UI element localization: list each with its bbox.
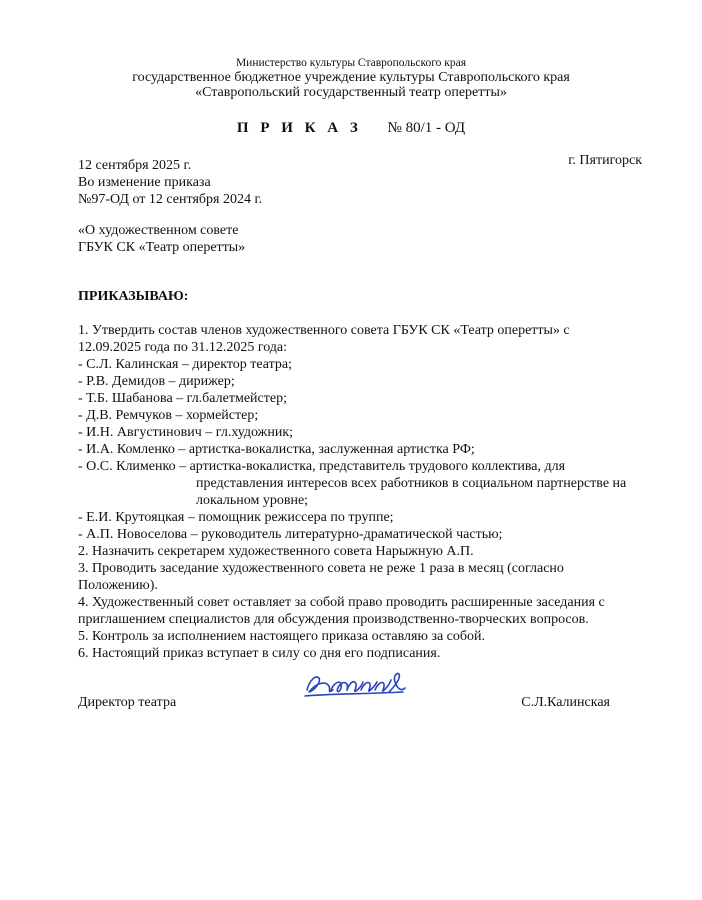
order-word: П Р И К А З [236,120,362,136]
body-line: локальном уровне; [196,493,309,508]
amend-line-1: Во изменение приказа [78,175,211,190]
body-line: приглашением специалистов для обсуждения производственно-творческих вопросов. [78,612,589,627]
order-date: 12 сентября 2025 г. [78,158,192,173]
order-city: г. Пятигорск [568,153,642,168]
amend-line-2: №97-ОД от 12 сентября 2024 г. [78,192,263,207]
body-line: 3. Проводить заседание художественного совета не реже 1 раза в месяц (согласно [78,561,564,576]
decree-heading: ПРИКАЗЫВАЮ: [78,289,189,304]
body-line: - О.С. Клименко – артистка-вокалистка, представитель трудового коллектива, для [78,459,566,474]
signature-image [303,668,408,702]
body-line: 1. Утвердить состав членов художественного совета ГБУК СК «Театр оперетты» с [78,323,570,338]
body-line: - А.П. Новоселова – руководитель литературно-драматической частью; [78,527,503,542]
subject-line-2: ГБУК СК «Театр оперетты» [78,240,246,255]
body-line: Положению). [78,578,158,593]
signatory-name: С.Л.Калинская [521,695,610,710]
body-line: 12.09.2025 года по 31.12.2025 года: [78,340,288,355]
subject-line-1: «О художественном совете [78,223,239,238]
order-title [0,120,702,137]
body-line: - Д.В. Ремчуков – хормейстер; [78,408,259,423]
body-line: 4. Художественный совет оставляет за собой право проводить расширенные заседания с [78,595,605,610]
body-line: - И.Н. Августинович – гл.художник; [78,425,294,440]
body-line: - Е.И. Крутояцкая – помощник режиссера по труппе; [78,510,394,525]
body-line: 6. Настоящий приказ вступает в силу со дня его подписания. [78,646,441,661]
signatory-position: Директор театра [78,695,177,710]
handwritten-signature [303,668,408,702]
ministry-line: Министерство культуры Ставропольского края [235,57,467,69]
body-line: представления интересов всех работников в социальном партнерстве на [196,476,627,491]
body-line: - И.А. Комленко – артистка-вокалистка, заслуженная артистка РФ; [78,442,475,457]
order-number: № 80/1 - ОД [387,120,466,136]
body-line: 2. Назначить секретарем художественного совета Нарыжную А.П. [78,544,474,559]
body-line: - Р.В. Демидов – дирижер; [78,374,235,389]
theatre-line: «Ставропольский государственный театр оперетты» [195,85,507,100]
organization-line: государственное бюджетное учреждение культуры Ставропольского края [132,70,570,85]
body-line: - Т.Б. Шабанова – гл.балетмейстер; [78,391,287,406]
body-line: 5. Контроль за исполнением настоящего приказа оставляю за собой. [78,629,486,644]
body-line: - С.Л. Калинская – директор театра; [78,357,293,372]
